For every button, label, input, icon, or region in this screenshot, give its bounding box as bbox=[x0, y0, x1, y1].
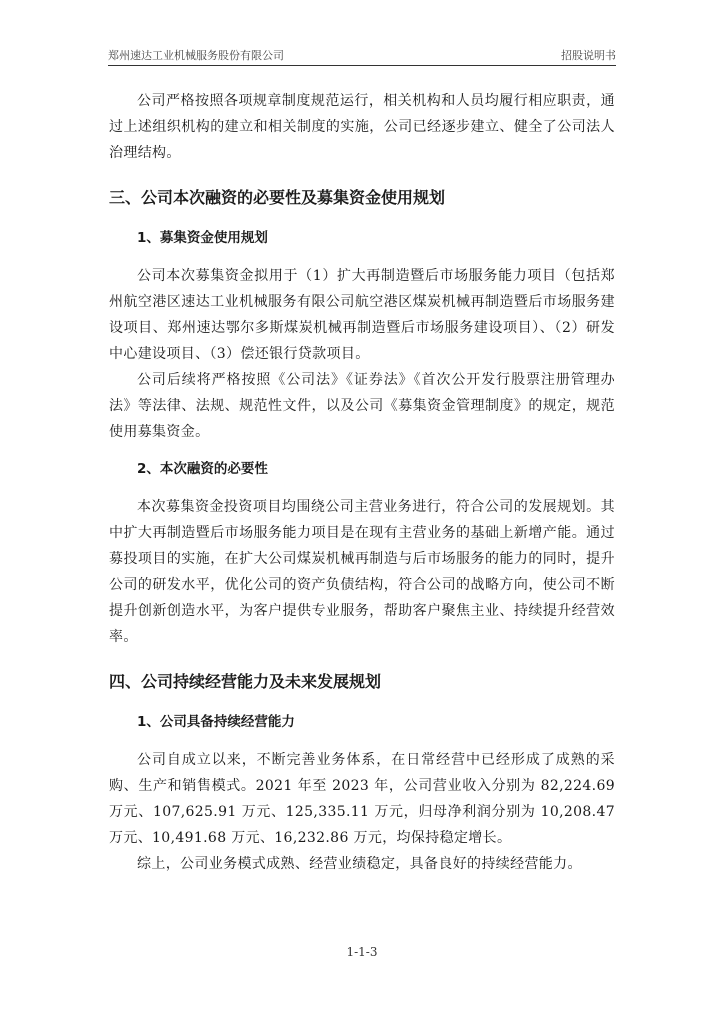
intro-paragraph: 公司严格按照各项规章制度规范运行，相关机构和人员均履行相应职责，通过上述组织机构的建立和相关制度的实施，公司已经逐步建立、健全了公司法人治理结构。 bbox=[109, 93, 615, 161]
page-number: 1-1-3 bbox=[346, 945, 378, 959]
section-3-heading: 三、公司本次融资的必要性及募集资金使用规划 bbox=[109, 188, 446, 207]
document-body bbox=[109, 88, 615, 877]
header-company-name: 郑州速达工业机械服务股份有限公司 bbox=[108, 49, 284, 62]
subsection-3-2-paragraph-1: 本次募集资金投资项目均围绕公司主营业务进行，符合公司的发展规划。其中扩大再制造暨后市场服务能力项目是在现有主营业务的基础上新增产能。通过募投项目的实施，在扩大公司煤炭机械再制造与后市场服务的能力的同时，提升公司的研发水平，优化公司的资产负债结构，符合公司的战略方向，使公司不断提升创新创造水平，为客户提供专业服务，帮助客户聚焦主业、持续提升经营效率。 bbox=[109, 499, 615, 645]
subsection-3-1-paragraph-2: 公司后续将严格按照《公司法》《证券法》《首次公开发行股票注册管理办法》等法律、法规、规范性文件，以及公司《募集资金管理制度》的规定，规范使用募集资金。 bbox=[109, 372, 615, 440]
subsection-3-1-heading: 1、募集资金使用规划 bbox=[137, 230, 268, 246]
page-header bbox=[108, 47, 616, 63]
header-divider bbox=[108, 65, 616, 66]
section-4-heading: 四、公司持续经营能力及未来发展规划 bbox=[109, 672, 382, 691]
subsection-3-2-heading: 2、本次融资的必要性 bbox=[137, 461, 268, 477]
subsection-4-1-heading: 1、公司具备持续经营能力 bbox=[137, 714, 295, 730]
header-document-type: 招股说明书 bbox=[561, 49, 616, 62]
subsection-3-1-paragraph-1: 公司本次募集资金拟用于（1）扩大再制造暨后市场服务能力项目（包括郑州航空港区速达工业机械服务有限公司航空港区煤炭机械再制造暨后市场服务建设项目、郑州速达鄂尔多斯煤炭机械再制造暨后市场服务建设项目）、（2）研发中心建设项目、（3）偿还银行贷款项目。 bbox=[109, 268, 615, 362]
subsection-4-1-paragraph-2: 综上，公司业务模式成熟、经营业绩稳定，具备良好的持续经营能力。 bbox=[137, 856, 582, 872]
subsection-4-1-paragraph-1: 公司自成立以来，不断完善业务体系，在日常经营中已经形成了成熟的采购、生产和销售模式。2021 年至 2023 年，公司营业收入分别为 82,224.69 万元、107,625.91 万元、125,335.11 万元，归母净利润分别为 10,208.47 万元、10,491.68 万元、16,232.86 万元，均保持稳定增长。 bbox=[109, 752, 615, 846]
